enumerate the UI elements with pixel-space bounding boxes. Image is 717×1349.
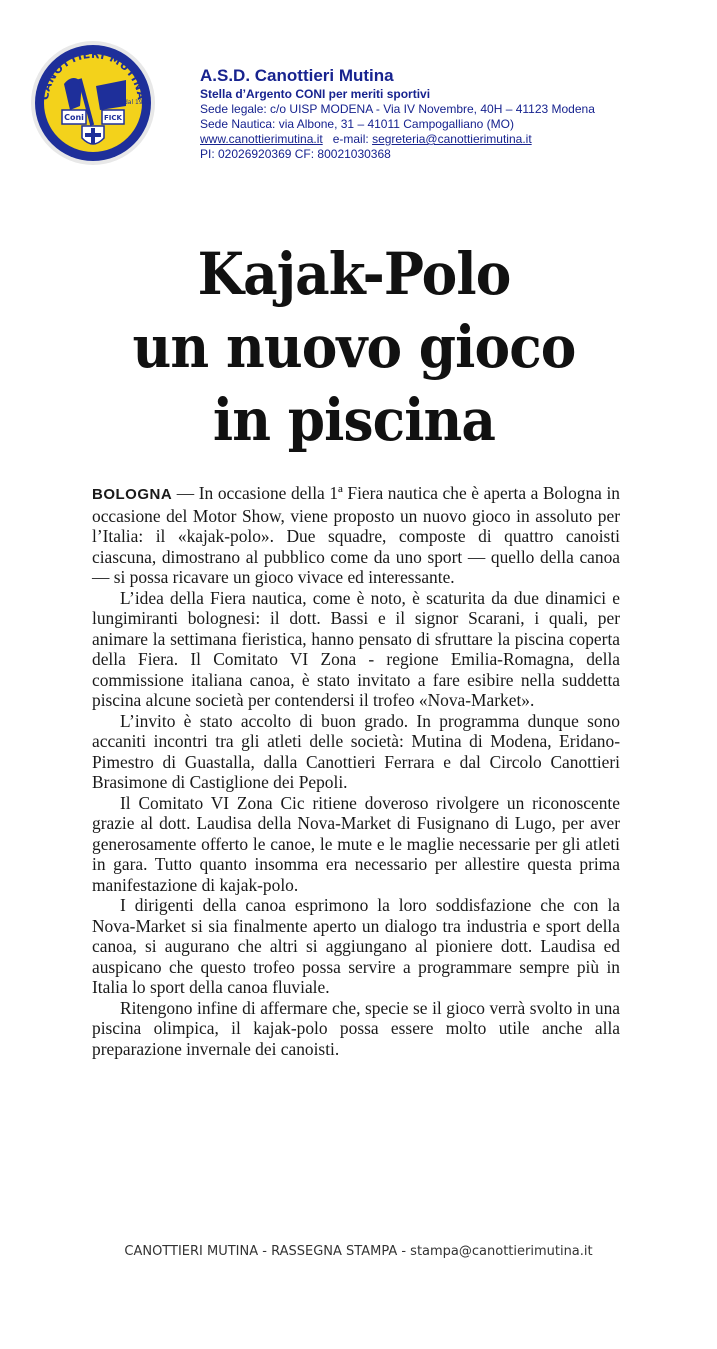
- article-paragraph: L’invito è stato accolto di buon grado. In programma dunque sono accaniti incontri tra gli atleti delle società: Mutina di Modena, Eridano-Pimestro di Guastalla, dalla Canottieri Ferrara e dal Circolo Canottieri Brasimone di Castiglione dei Pepoli.: [92, 710, 620, 792]
- article-paragraph: Il Comitato VI Zona Cic ritiene doveroso rivolgere un riconoscente grazie al dott. Laudisa della Nova-Market di Fusignano di Lugo, per aver generosamente offerto le canoe, le mute e le maglie necessarie per gli atleti in gara. Tutto quanto insomma era necessario per allestire questa prima manifestazione di kajak-polo.: [92, 792, 620, 895]
- club-sede-legale: Sede legale: c/o UISP MODENA - Via IV Novembre, 40H – 41123 Modena: [200, 102, 595, 116]
- website-link[interactable]: www.canottierimutina.it: [200, 132, 323, 146]
- headline-line-3: in piscina: [212, 386, 496, 454]
- club-name: A.S.D. Canottieri Mutina: [200, 66, 394, 85]
- club-sede-nautica: Sede Nautica: via Albone, 31 – 41011 Campogalliano (MO): [200, 117, 514, 131]
- article-paragraph: [92, 483, 620, 588]
- club-fiscal: PI: 02026920369 CF: 80021030368: [200, 147, 391, 161]
- article-dateline: BOLOGNA: [92, 486, 173, 503]
- article-body: [84, 483, 624, 1059]
- email-label: e-mail:: [322, 132, 373, 146]
- logo-badge-left: Coni: [64, 113, 84, 122]
- club-header: [200, 66, 595, 162]
- article-paragraph: Ritengono infine di affermare che, specie se il gioco verrà svolto in una piscina olimpica, il kajak-polo possa essere molto utile anche alla preparazione invernale dei canoisti.: [92, 997, 620, 1059]
- logo-badge-right: FICK: [104, 114, 122, 122]
- club-award: Stella d’Argento CONI per meriti sportivi: [200, 87, 431, 101]
- club-contacts: [200, 132, 595, 147]
- email-link[interactable]: segreteria@canottierimutina.it: [372, 132, 532, 146]
- page-footer: CANOTTIERI MUTINA - RASSEGNA STAMPA - stampa@canottierimutina.it: [124, 1244, 593, 1259]
- headline-line-2: un nuovo gioco: [132, 313, 576, 381]
- article-paragraph: I dirigenti della canoa esprimono la loro soddisfazione che con la Nova-Market si sia finalmente aperto un dialogo tra industria e sport della canoa, si augurano che altri si aggiungano al pioniere dott. Laudisa ed auspicano che questo trofeo possa servire a programmare sempre più in Italia lo sport della canoa fluviale.: [92, 895, 620, 997]
- headline-line-1: Kajak-Polo: [197, 240, 511, 308]
- logo-since: dal 1930: [124, 99, 151, 106]
- paragraph-1-text: — In occasione della 1ª Fiera nautica che è aperta a Bologna in occasione del Motor Show, viene proposto un nuovo gioco in assoluto per l’Italia: il «kajak-polo». Due squadre, composte di quattro canoisti ciascuna, dimostrano al pubblico come da uno sport — quello della canoa — si possa ricavare un gioco vivace ed interessante.: [92, 483, 620, 587]
- club-logo: [30, 40, 156, 166]
- newspaper-clipping: [84, 238, 624, 1218]
- article-headline: [106, 238, 603, 457]
- article-paragraph: L’idea della Fiera nautica, come è noto, è scaturita da due dinamici e lungimiranti bolognesi: il dott. Bassi e il signor Scarani, i quali, per animare la settimana fieristica, hanno pensato di sfruttare la piscina coperta della Fiera. Il Comitato VI Zona - regione Emilia-Romagna, della commissione italiana canoa, è stato invitato a fare esibire nella suddetta piscina alcune società per contendersi il trofeo «Nova-Market».: [92, 587, 620, 710]
- logo-arc-text: CANOTTIERI MUTINA: [37, 47, 149, 101]
